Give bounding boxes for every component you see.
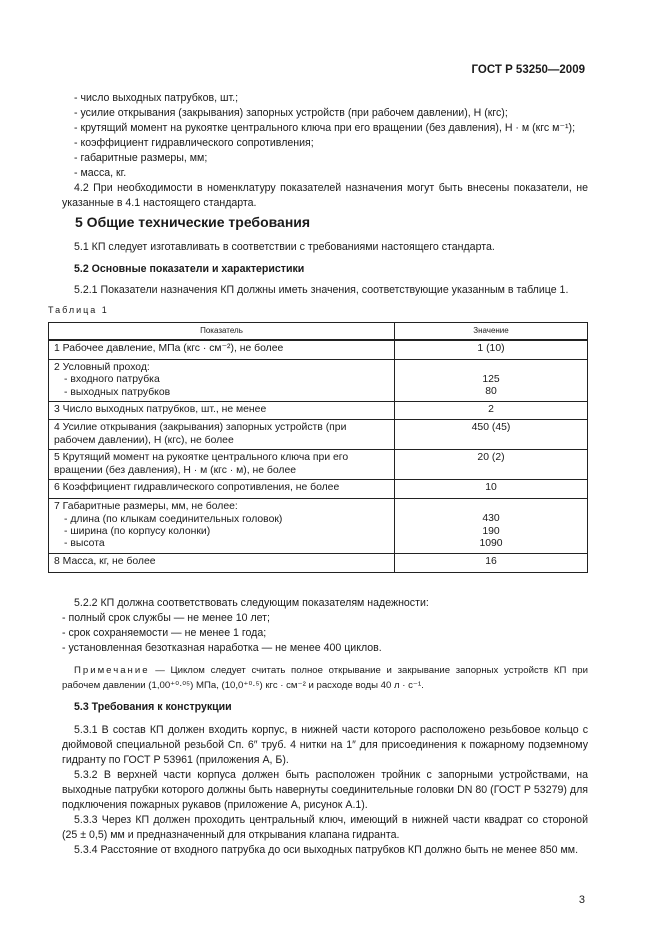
indicator-cell [49, 402, 395, 420]
value-cell [395, 554, 588, 573]
indicator-subitem: - ширина (по корпусу колонки) [64, 525, 211, 537]
indicator-cell [49, 450, 395, 480]
indicator-cell [49, 359, 395, 401]
list-item: - усилие открывания (закрывания) запорных устройств (при рабочем давлении), Н (кгс); [74, 107, 508, 119]
list-item: - число выходных патрубков, шт.; [74, 92, 239, 104]
table-row [49, 359, 588, 401]
indicator-name: 3 Число выходных патрубков, шт., не менее [54, 404, 267, 416]
indicator-name: 5 Крутящий момент на рукоятке центрального ключа при его вращении (без давления), Н · м (кгс · м), не более [54, 452, 349, 476]
paragraph-4-2: 4.2 При необходимости в номенклатуру показателей назначения могут быть внесены показатели, не указанные в 4.1 настоящего стандарта. [62, 182, 588, 209]
paragraph-5-3-1: 5.3.1 В состав КП должен входить корпус, в нижней части которого расположено резьбовое кольцо с дюймовой специальной резьбой Сп. 6″ труб. 4 нитки на 1″ для присоединения к пожарному подземному гидранту по ГОСТ Р 53961 (приложения А, Б). [62, 724, 588, 766]
value-cell [395, 420, 588, 450]
table-row [49, 480, 588, 499]
paragraph-5-1: 5.1 КП следует изготавливать в соответствии с требованиями настоящего стандарта. [74, 241, 495, 253]
note-label: Примечание [74, 665, 150, 676]
value [400, 501, 582, 513]
value-cell [395, 499, 588, 554]
specs-table [48, 322, 588, 573]
indicator-cell [49, 340, 395, 359]
value [400, 362, 582, 374]
table-row [49, 554, 588, 573]
value-cell [395, 450, 588, 480]
list-item: - полный срок службы — не менее 10 лет; [62, 612, 270, 624]
section-heading: 5 Общие технические требования [75, 214, 311, 230]
paragraph-5-2-1: 5.2.1 Показатели назначения КП должны иметь значения, соответствующие указанным в таблице 1. [74, 284, 569, 296]
subvalue: 190 [482, 525, 500, 537]
list-item: - габаритные размеры, мм; [74, 152, 208, 164]
value: 1 (10) [477, 343, 505, 355]
paragraph-5-3-4: 5.3.4 Расстояние от входного патрубка до оси выходных патрубков КП должно быть не менее 850 мм. [74, 844, 579, 856]
list-item: - срок сохраняемости — не менее 1 года; [62, 627, 267, 639]
note [62, 663, 588, 693]
subvalue: 1090 [479, 537, 503, 549]
subvalue: 430 [482, 513, 500, 525]
table-row [49, 450, 588, 480]
indicator-cell [49, 480, 395, 499]
value: 2 [488, 404, 494, 416]
subvalue: 80 [485, 386, 497, 398]
table-row [49, 499, 588, 554]
indicator-subitem: - входного патрубка [64, 374, 160, 386]
indicator-name: 1 Рабочее давление, МПа (кгс · см⁻²), не более [54, 343, 284, 355]
table-row [49, 402, 588, 420]
page-number: 3 [578, 894, 585, 906]
value: 450 (45) [471, 422, 511, 434]
value-cell [395, 340, 588, 359]
indicator-name: 4 Усилие открывания (закрывания) запорных устройств (при рабочем давлении), Н (кгс), не более [54, 422, 347, 446]
paragraph-5-2-2: 5.2.2 КП должна соответствовать следующим показателям надежности: [74, 597, 429, 609]
paragraph-5-3-2: 5.3.2 В верхней части корпуса должен быть расположен тройник с запорными устройствами, на выходные патрубки которого должны быть навернуты соединительные головки DN 80 (ГОСТ Р 53279) для подключения пожарных рукавов (приложение А, рисунок А.1). [62, 769, 588, 811]
indicator-name: 2 Условный проход: [54, 361, 150, 373]
indicator-cell [49, 554, 395, 573]
indicator-name: 7 Габаритные размеры, мм, не более: [54, 501, 238, 513]
subsection-heading-5-2: 5.2 Основные показатели и характеристики [74, 263, 305, 275]
table-caption: Таблица 1 [48, 305, 109, 315]
value: 20 (2) [477, 452, 505, 464]
column-header: Показатель [49, 323, 395, 341]
value-cell [395, 402, 588, 420]
list-item: - крутящий момент на рукоятке центрального ключа при его вращении (без давления), Н · м (кгс м⁻¹); [74, 122, 576, 134]
value: 10 [485, 482, 497, 494]
table-row [49, 420, 588, 450]
list-item: - коэффициент гидравлического сопротивления; [74, 137, 314, 149]
indicator-subitem: - выходных патрубков [64, 386, 171, 398]
note-text: — Циклом следует считать полное открывание и закрывание запорных устройств КП при рабочем давлении (1,00⁺⁰·⁰⁵) МПа, (10,0⁺⁰·⁵) кгс · см⁻² и расходе воды 40 л · с⁻¹. [62, 665, 588, 691]
subsection-heading-5-3: 5.3 Требования к конструкции [74, 701, 232, 713]
list-item: - масса, кг. [74, 167, 127, 179]
indicator-subitem: - высота [64, 538, 105, 550]
indicator-subitem: - длина (по клыкам соединительных головок) [64, 513, 283, 525]
table-row [49, 340, 588, 359]
indicator-cell [49, 499, 395, 554]
value: 16 [485, 556, 497, 568]
indicator-name: 6 Коэффициент гидравлического сопротивления, не более [54, 482, 340, 494]
indicator-name: 8 Масса, кг, не более [54, 556, 156, 568]
value-cell [395, 359, 588, 401]
indicator-cell [49, 420, 395, 450]
subvalue: 125 [482, 373, 500, 385]
column-header: Значение [395, 323, 588, 341]
list-item: - установленная безотказная наработка — не менее 400 циклов. [62, 642, 382, 654]
document-id-header: ГОСТ Р 53250—2009 [471, 64, 585, 76]
value-cell [395, 480, 588, 499]
paragraph-5-3-3: 5.3.3 Через КП должен проходить центральный ключ, имеющий в нижней части квадрат со стороной (25 ± 0,5) мм и предназначенный для открывания клапана гидранта. [62, 814, 588, 841]
